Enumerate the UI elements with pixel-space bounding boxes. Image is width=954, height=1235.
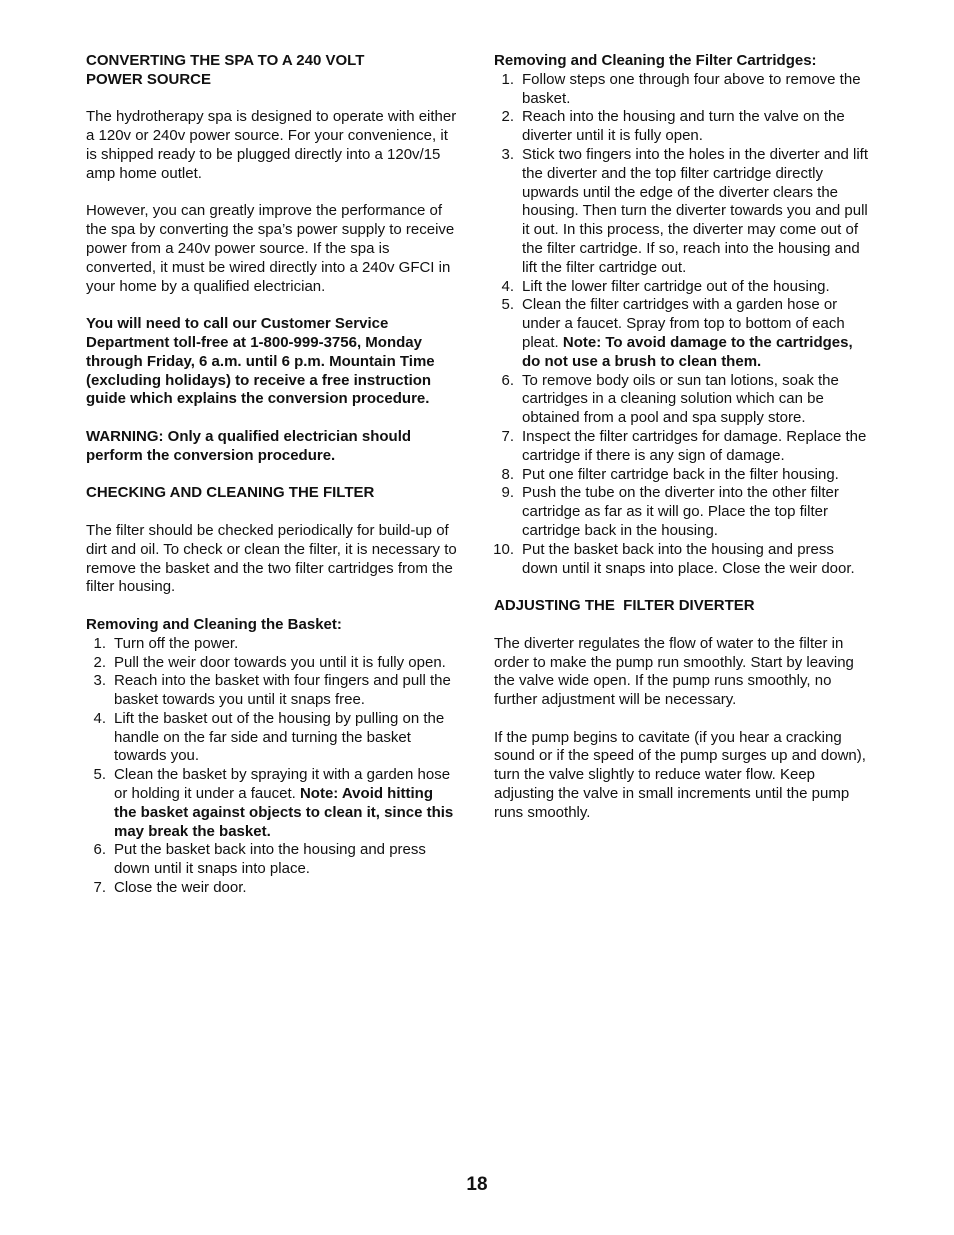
- cartridge-step5-note: Note: To avoid damage to the cartridges, do not use a brush to clean them.: [522, 333, 853, 370]
- list-item: 8. Put one filter cartridge back in the filter housing.: [501, 465, 839, 483]
- page-number: 18: [466, 1174, 488, 1195]
- filter-heading: CHECKING AND CLEANING THE FILTER: [86, 484, 375, 502]
- left-column: [86, 52, 458, 917]
- customer-service-notice: You will need to call our Customer Service Department toll-free at 1-800-999-3756, Monday through Friday, 6 a.m. until 6 p.m. Mountain Time (excluding holidays) to receive a free instruction guide which explains the conversion procedure.: [86, 315, 435, 408]
- right-column: [494, 52, 868, 841]
- list-item: 10. Put the basket back into the housing and press down until it snaps into place. Close the weir door.: [493, 540, 855, 577]
- list-item: 3. Reach into the basket with four fingers and pull the basket towards you until it snaps free.: [93, 672, 451, 709]
- list-item: 1. Turn off the power.: [93, 634, 239, 652]
- list-item: 6. Put the basket back into the housing and press down until it snaps into place.: [93, 841, 426, 878]
- list-item: 4. Lift the lower filter cartridge out of the housing.: [501, 277, 830, 295]
- list-item: 4. Lift the basket out of the housing by pulling on the handle on the far side and turning the basket towards you.: [93, 709, 445, 765]
- list-item: 9. Push the tube on the diverter into the other filter cartridge as far as it will go. Place the top filter cartridge back in the housing.: [501, 484, 839, 539]
- electrician-warning: WARNING: Only a qualified electrician should perform the conversion procedure.: [86, 427, 412, 464]
- list-item: 6. To remove body oils or sun tan lotions, soak the cartridges in a cleaning solution which can be obtained from a pool and spa supply store.: [501, 371, 839, 427]
- list-item: 7. Close the weir door.: [93, 879, 247, 897]
- convert-heading: [86, 52, 458, 90]
- basket-step5-note: Note: Avoid hitting the basket against objects to clean it, since this may break the basket.: [114, 785, 454, 840]
- basket-steps-list: [86, 635, 458, 898]
- list-item: 5. Clean the filter cartridges with a garden hose or under a faucet. Spray from top to bottom of each pleat. Note: To avoid damage to the cartridges, do not use a brush to clean them.: [501, 296, 853, 370]
- convert-paragraph-2: However, you can greatly improve the performance of the spa by converting the spa’s power supply to receive power from a 240v power source. If the spa is converted, it must be wired directly into a 240v GFCI in your home by a qualified electrician.: [86, 202, 455, 295]
- list-item: 7. Inspect the filter cartridges for damage. Replace the cartridge if there is any sign of damage.: [501, 427, 867, 464]
- list-item: 5. Clean the basket by spraying it with a garden hose or holding it under a faucet. Note: Avoid hitting the basket against objects to clean it, since this may break the basket.: [93, 766, 454, 840]
- diverter-paragraph-2: If the pump begins to cavitate (if you hear a cracking sound or if the speed of the pump surges up and down), turn the valve slightly to reduce water flow. Keep adjusting the valve in small increments until the pump runs smoothly.: [494, 728, 866, 821]
- basket-heading: Removing and Cleaning the Basket:: [86, 615, 342, 633]
- filter-paragraph: The filter should be checked periodically for build-up of dirt and oil. To check or clean the filter, it is necessary to remove the basket and the two filter cartridges from the filter housing.: [86, 521, 457, 596]
- cartridge-steps-list: [494, 71, 868, 579]
- convert-heading-line2: POWER SOURCE: [86, 70, 212, 88]
- diverter-heading: ADJUSTING THE FILTER DIVERTER: [494, 597, 755, 615]
- list-item: 3. Stick two fingers into the holes in the diverter and lift the diverter and the top filter cartridge directly upwards until the edge of the diverter clears the housing. Then turn the diverter towards you and pull it out. In this process, the diverter may come out of the filter cartridge. If so, reach into the housing and lift the filter cartridge out.: [501, 145, 869, 276]
- convert-heading-line1: CONVERTING THE SPA TO A 240 VOLT: [86, 52, 365, 69]
- convert-paragraph-1: The hydrotherapy spa is designed to operate with either a 120v or 240v power source. For your convenience, it is shipped ready to be plugged directly into a 120v/15 amp home outlet.: [86, 108, 457, 182]
- cartridge-heading: Removing and Cleaning the Filter Cartridges:: [494, 52, 817, 69]
- list-item: 1. Follow steps one through four above to remove the basket.: [501, 70, 861, 107]
- list-item: 2. Pull the weir door towards you until it is fully open.: [93, 653, 446, 671]
- list-item: 2. Reach into the housing and turn the valve on the diverter until it is fully open.: [501, 108, 845, 145]
- diverter-paragraph-1: The diverter regulates the flow of water to the filter in order to make the pump run smoothly. Start by leaving the valve wide open. If the pump runs smoothly, no further adjustment will be necessary.: [494, 634, 854, 709]
